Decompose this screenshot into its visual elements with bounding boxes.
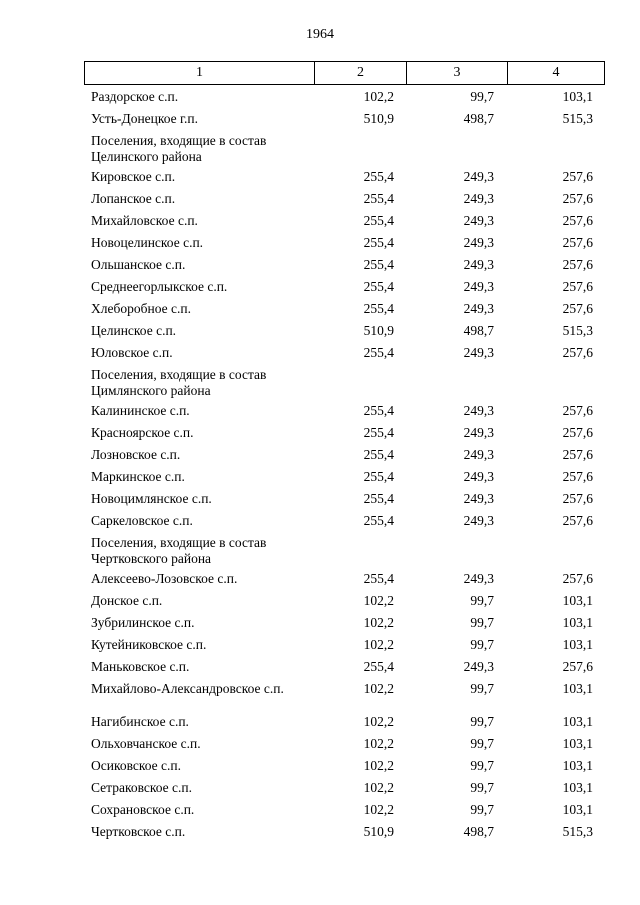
value-col-2: 255,4 [363,513,394,528]
value-col-4: 515,3 [562,111,593,126]
value-col-2: 255,4 [363,345,394,360]
value-col-4: 257,6 [562,403,593,418]
settlement-name: Среднеегорлыкское с.п. [91,279,228,294]
value-col-3: 99,7 [470,593,494,608]
table-row [84,733,600,755]
value-col-3: 99,7 [470,802,494,817]
settlement-name: Калининское с.п. [91,403,190,418]
value-col-3: 249,3 [463,169,494,184]
value-col-3: 249,3 [463,191,494,206]
value-col-3: 99,7 [470,780,494,795]
value-col-4: 103,1 [562,681,593,696]
table-row [84,777,600,799]
value-col-2: 102,2 [363,637,394,652]
settlement-name: Целинское с.п. [91,323,177,338]
value-col-4: 257,6 [562,425,593,440]
value-col-2: 510,9 [363,824,394,839]
value-col-2: 255,4 [363,571,394,586]
table-row [84,488,600,510]
settlement-name: Усть-Донецкое г.п. [91,111,199,126]
table-row [84,678,600,711]
value-col-4: 103,1 [562,802,593,817]
value-col-2: 255,4 [363,425,394,440]
table-row [84,276,600,298]
value-col-2: 510,9 [363,111,394,126]
value-col-2: 102,2 [363,780,394,795]
value-col-2: 510,9 [363,323,394,338]
table-row [84,755,600,777]
table-row [84,400,600,422]
value-col-4: 257,6 [562,169,593,184]
value-col-2: 255,4 [363,447,394,462]
value-col-2: 102,2 [363,802,394,817]
settlement-name: Раздорское с.п. [91,89,179,104]
value-col-3: 249,3 [463,469,494,484]
value-col-2: 255,4 [363,659,394,674]
settlement-name: Саркеловское с.п. [91,513,193,528]
value-col-2: 255,4 [363,191,394,206]
value-col-3: 99,7 [470,615,494,630]
settlement-name: Чертковское с.п. [91,824,186,839]
table-row [84,166,600,188]
table-header [84,61,605,85]
page-number: 1964 [306,27,334,42]
settlement-name: Кутейниковское с.п. [91,637,207,652]
value-col-2: 102,2 [363,615,394,630]
value-col-3: 249,3 [463,491,494,506]
table-row [84,422,600,444]
value-col-4: 257,6 [562,213,593,228]
value-col-4: 257,6 [562,345,593,360]
table-row [84,612,600,634]
value-col-3: 249,3 [463,447,494,462]
table-row [84,466,600,488]
value-col-2: 255,4 [363,301,394,316]
value-col-4: 103,1 [562,714,593,729]
value-col-4: 103,1 [562,637,593,652]
table-row [84,568,600,590]
value-col-3: 249,3 [463,213,494,228]
value-col-4: 257,6 [562,301,593,316]
settlement-name: Лозновское с.п. [91,447,181,462]
table-row [84,210,600,232]
value-col-2: 102,2 [363,593,394,608]
table-row [84,444,600,466]
value-col-3: 249,3 [463,235,494,250]
value-col-4: 257,6 [562,513,593,528]
table-row [84,634,600,656]
header-col-2: 2 [315,62,407,85]
settlement-name: Юловское с.п. [91,345,173,360]
value-col-3: 498,7 [463,111,494,126]
value-col-2: 102,2 [363,736,394,751]
value-col-4: 257,6 [562,659,593,674]
header-col-4: 4 [508,62,605,85]
table-row [84,232,600,254]
value-col-4: 257,6 [562,469,593,484]
value-col-2: 102,2 [363,89,394,104]
section-heading-row [84,130,600,166]
table-row [84,510,600,532]
table-row [84,320,600,342]
value-col-4: 103,1 [562,758,593,773]
table-row [84,254,600,276]
value-col-3: 249,3 [463,257,494,272]
value-col-3: 249,3 [463,513,494,528]
value-col-3: 249,3 [463,301,494,316]
table-row [84,188,600,210]
value-col-4: 257,6 [562,571,593,586]
value-col-4: 103,1 [562,593,593,608]
value-col-4: 257,6 [562,447,593,462]
value-col-4: 103,1 [562,780,593,795]
value-col-2: 255,4 [363,169,394,184]
settlement-name: Новоцелинское с.п. [91,235,204,250]
value-col-3: 249,3 [463,403,494,418]
settlement-name: Лопанское с.п. [91,191,176,206]
value-col-4: 257,6 [562,491,593,506]
value-col-3: 99,7 [470,758,494,773]
settlement-name: Михайлово-Александровское с.п. [91,681,284,696]
value-col-2: 255,4 [363,469,394,484]
header-col-3: 3 [407,62,508,85]
value-col-2: 255,4 [363,403,394,418]
value-col-4: 103,1 [562,89,593,104]
settlement-name: Красноярское с.п. [91,425,194,440]
table-row [84,711,600,733]
settlement-name: Ольшанское с.п. [91,257,186,272]
value-col-2: 255,4 [363,257,394,272]
value-col-3: 99,7 [470,681,494,696]
value-col-2: 255,4 [363,235,394,250]
value-col-4: 515,3 [562,323,593,338]
value-col-3: 498,7 [463,824,494,839]
section-heading: Поселения, входящие в состав Цимлянского района [91,367,267,398]
value-col-2: 102,2 [363,714,394,729]
table-row [84,656,600,678]
settlement-name: Сохрановское с.п. [91,802,195,817]
value-col-4: 257,6 [562,235,593,250]
value-col-4: 515,3 [562,824,593,839]
table-row [84,298,600,320]
value-col-2: 102,2 [363,681,394,696]
settlement-name: Новоцимлянское с.п. [91,491,212,506]
value-col-3: 249,3 [463,279,494,294]
settlement-name: Маньковское с.п. [91,659,190,674]
value-col-4: 257,6 [562,257,593,272]
value-col-3: 249,3 [463,345,494,360]
section-heading-row [84,532,600,568]
value-col-3: 249,3 [463,659,494,674]
settlement-name: Хлеборобное с.п. [91,301,191,316]
value-col-4: 257,6 [562,191,593,206]
settlement-name: Осиковское с.п. [91,758,181,773]
section-heading: Поселения, входящие в состав Чертковского района [91,535,267,566]
value-col-2: 255,4 [363,491,394,506]
value-col-2: 255,4 [363,279,394,294]
settlement-name: Сетраковское с.п. [91,780,192,795]
value-col-3: 249,3 [463,425,494,440]
value-col-2: 255,4 [363,213,394,228]
value-col-4: 257,6 [562,279,593,294]
settlement-name: Зубрилинское с.п. [91,615,195,630]
section-heading-row [84,364,600,400]
value-col-4: 103,1 [562,615,593,630]
table-row [84,821,600,843]
value-col-3: 99,7 [470,637,494,652]
table-row [84,86,600,108]
settlement-name: Донское с.п. [91,593,163,608]
value-col-3: 99,7 [470,89,494,104]
settlement-name: Нагибинское с.п. [91,714,189,729]
table-body [84,86,600,843]
section-heading: Поселения, входящие в состав Целинского района [91,133,267,164]
table-row [84,108,600,130]
settlement-name: Алексеево-Лозовское с.п. [91,571,238,586]
header-col-1: 1 [85,62,315,85]
value-col-3: 99,7 [470,714,494,729]
table-row [84,799,600,821]
value-col-3: 99,7 [470,736,494,751]
value-col-2: 102,2 [363,758,394,773]
settlement-name: Кировское с.п. [91,169,176,184]
settlement-name: Михайловское с.п. [91,213,198,228]
value-col-3: 249,3 [463,571,494,586]
table-row [84,590,600,612]
settlement-name: Маркинское с.п. [91,469,185,484]
table-row [84,342,600,364]
value-col-3: 498,7 [463,323,494,338]
value-col-4: 103,1 [562,736,593,751]
settlement-name: Ольховчанское с.п. [91,736,201,751]
